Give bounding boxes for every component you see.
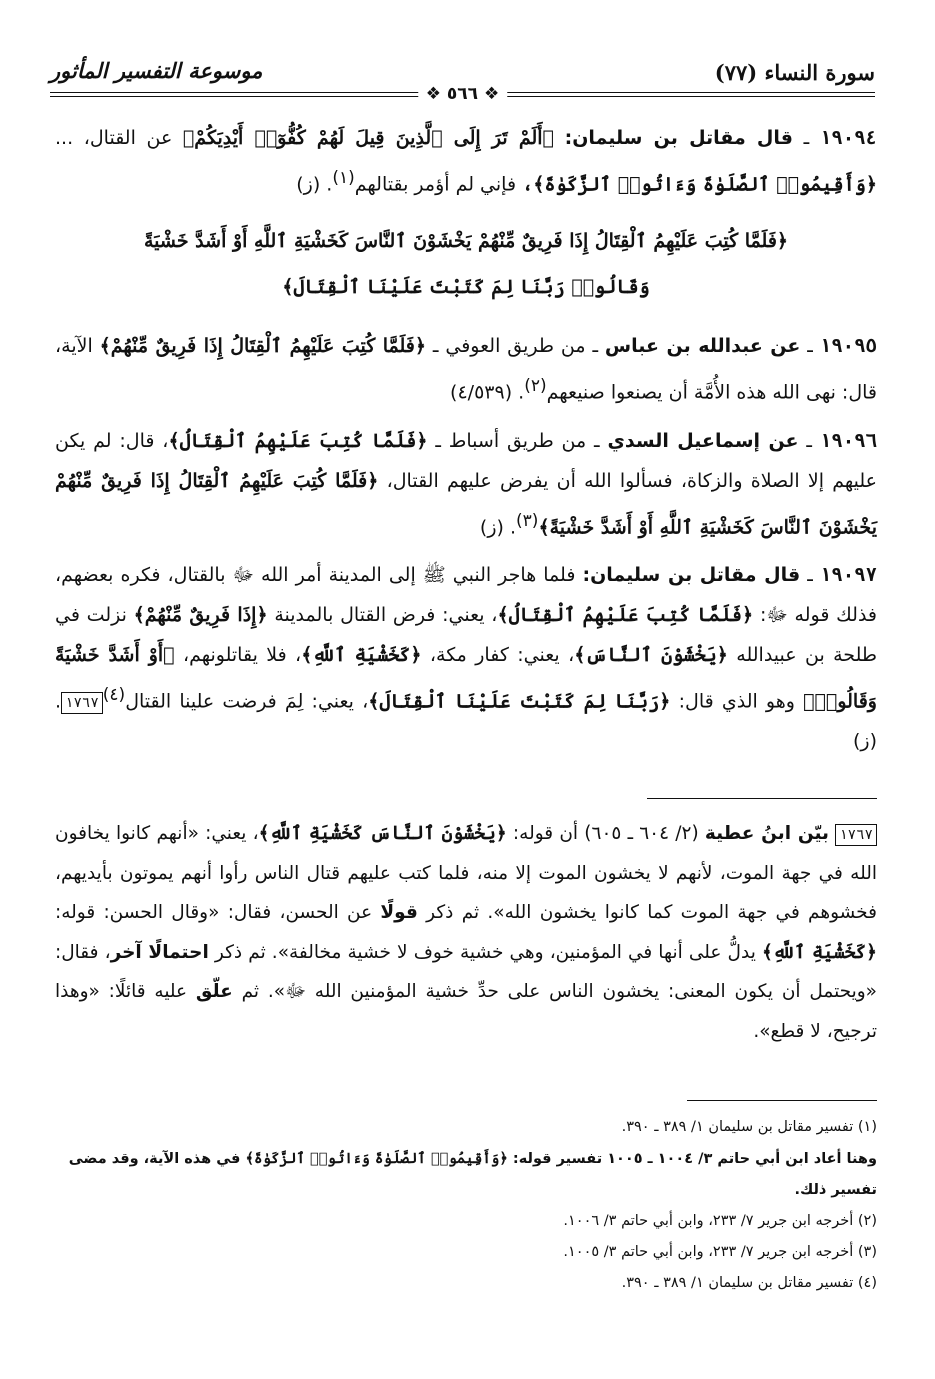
footnote-3: (٣) أخرجه ابن جرير ٧/ ٢٣٣، وابن أبي حاتم ٣/ ١٠٠٥. bbox=[563, 1244, 877, 1260]
entry-text: ـ من طريق العوفي ـ bbox=[432, 335, 599, 358]
entry-19097: ١٩٠٩٧ ـ قال مقاتل بن سليمان: فلما هاجر النبي ﷺ إلى المدينة أمر الله ﷻ بالقتال، فكره بعضهم، فذلك قوله ﷻ: ﴿فَلَمَّا كُتِبَ عَلَيْهِمُ ٱلْقِتَالُ﴾، يعني: فرض القتال بالمدينة ﴿إِذَا فَرِيقٌ مِّنْهُمْ﴾ نزلت في طلحة بن عبيدالله ﴿يَخْشَوْنَ ٱلنَّاسَ﴾، يعني: كفار مكة، ﴿كَخَشْيَةِ ٱللَّهِ﴾، فلا يقاتلونهم، ﴿أَوْ أَشَدَّ خَشْيَةً وَقَالُوا۟﴾ وهو الذي قال: ﴿رَبَّنَا لِمَ كَتَبْتَ عَلَيْنَا ٱلْقِتَالَ﴾، يعني: لِمَ فرضت علينا القتال$^{(٤)}$١٧٦٧. (ز) bbox=[55, 563, 878, 753]
entry-19094 bbox=[55, 118, 877, 204]
entry-text: ، يعني: فرض القتال بالمدينة bbox=[274, 603, 498, 626]
entry-text: عن القتال، ... bbox=[55, 127, 173, 149]
page-number-text: ٥٦٦ bbox=[446, 84, 479, 104]
entry-text: . (٤/٥٣٩) bbox=[450, 381, 525, 404]
entry-text: ، يعني: كفار مكة، bbox=[429, 643, 575, 666]
footnote-ref: (٢) bbox=[524, 376, 547, 397]
entry-19095: ١٩٠٩٥ ـ عن عبدالله بن عباس ـ من طريق العوفي ـ ﴿فَلَمَّا كُتِبَ عَلَيْهِمُ ٱلْقِتَالُ إِذَا فَرِيقٌ مِّنْهُمْ﴾ الآية، قال: نهى الله هذه الأُمَّة أن يصنعوا صنيعهم$^{(٢)}$. (٤/٥٣٩) bbox=[55, 335, 877, 404]
entry-speaker: قال مقاتل بن سليمان: bbox=[564, 127, 793, 149]
verse-line: ﴿فَلَمَّا كُتِبَ عَلَيْهِمُ ٱلْقِتَالُ إِذَا فَرِيقٌ مِّنْهُمْ يَخْشَوْنَ ٱلنَّاسَ كَخَشْيَةِ ٱللَّهِ أَوْ أَشَدَّ خَشْيَةً bbox=[143, 230, 789, 253]
entry-speaker: قال مقاتل بن سليمان: bbox=[582, 563, 801, 586]
quran-quote: ﴿أَلَمْ تَرَ إِلَى ٱلَّذِينَ قِيلَ لَهُمْ كُفُّوٓا۟ أَيْدِيَكُمْ﴾ bbox=[182, 127, 554, 149]
commentary-text: عليه قائلًا: «وهذا ترجيح، لا قطع». bbox=[55, 981, 877, 1042]
entry-text: . (ز) bbox=[479, 515, 517, 538]
entry-text: ، فلا يقاتلونهم، bbox=[182, 643, 302, 666]
quran-quote: ﴿فَلَمَّا كُتِبَ عَلَيْهِمُ ٱلْقِتَالُ إِذَا فَرِيقٌ مِّنْهُمْ يَخْشَوْنَ ٱلنَّاسَ كَخَشْيَةِ ٱللَّهِ أَوْ أَشَدَّ خَشْيَةً﴾ bbox=[55, 469, 877, 538]
footnote-ref: (٤) bbox=[102, 684, 126, 705]
entry-text: فإني لم أؤمر بقتالهم bbox=[354, 173, 517, 196]
entry-text: ـ من طريق أسباط ـ bbox=[435, 429, 600, 452]
commentary-bold: علّق bbox=[195, 981, 233, 1002]
commentary-text: عن الحسن، فقال: «وقال الحسن: قوله: bbox=[55, 902, 373, 923]
entry-text: . (ز) bbox=[55, 690, 877, 753]
entry-number: ١٩٠٩٦ bbox=[819, 429, 878, 452]
quran-quote: ﴿إِذَا فَرِيقٌ مِّنْهُمْ﴾ bbox=[133, 603, 268, 626]
surah-title: سورة النساء (٧٧) bbox=[714, 60, 875, 85]
verse-block bbox=[77, 218, 855, 310]
entry-dash: ـ bbox=[803, 127, 810, 149]
book-title: موسوعة التفسير المأثور bbox=[50, 58, 263, 83]
entry-text: نزلت في طلحة بن عبيدالله bbox=[55, 603, 877, 666]
quran-quote: ﴿كَخَشْيَةِ ٱللَّهِ﴾ bbox=[301, 643, 422, 666]
entry-text: فلما هاجر النبي ﷺ إلى المدينة أمر الله ﷻ بالقتال، فكره بعضهم، فذلك قوله ﷻ: bbox=[55, 563, 878, 626]
commentary-number-box: ١٧٦٧ bbox=[835, 824, 877, 846]
commentary-block bbox=[55, 814, 877, 1051]
entry-19096: ١٩٠٩٦ ـ عن إسماعيل السدي ـ من طريق أسباط ـ ﴿فَلَمَّا كُتِبَ عَلَيْهِمُ ٱلْقِتَالُ﴾، قال: لم يكن عليهم إلا الصلاة والزكاة، فسألوا الله أن يفرض عليهم القتال، ﴿فَلَمَّا كُتِبَ عَلَيْهِمُ ٱلْقِتَالُ إِذَا فَرِيقٌ مِّنْهُمْ يَخْشَوْنَ ٱلنَّاسَ كَخَشْيَةِ ٱللَّهِ أَوْ أَشَدَّ خَشْيَةً﴾$^{(٣)}$. (ز) bbox=[55, 429, 878, 538]
entry-text: . (ز) bbox=[296, 173, 333, 196]
footnote-2: (٢) أخرجه ابن جرير ٧/ ٢٣٣، وابن أبي حاتم ٣/ ١٠٠٦. bbox=[563, 1213, 877, 1229]
quran-quote: ﴿فَلَمَّا كُتِبَ عَلَيْهِمُ ٱلْقِتَالُ إِذَا فَرِيقٌ مِّنْهُمْ﴾ bbox=[99, 335, 427, 358]
page-number bbox=[418, 84, 507, 104]
entry-number: ١٩٠٩٤ bbox=[819, 127, 878, 149]
quran-quote: ﴿وَأَقِيمُوا۟ ٱلصَّلَوٰةَ وَءَاتُوا۟ ٱلزَّكَوٰةَ﴾، bbox=[522, 173, 877, 196]
quran-quote: ﴿يَخْشَوْنَ ٱلنَّاسَ﴾ bbox=[574, 643, 728, 666]
footnote-ref: (٣) bbox=[516, 510, 539, 531]
entry-number: ١٩٠٩٥ bbox=[819, 335, 877, 358]
footnote-note-text: في هذه الآية، وقد مضى تفسير ذلك. bbox=[68, 1151, 877, 1198]
commentary-lead: بيّن ابنُ عطية bbox=[704, 823, 830, 844]
quran-quote: ﴿وَأَقِيمُوا۟ ٱلصَّلَوٰةَ وَءَاتُوا۟ ٱلزَّكَوٰةَ﴾ bbox=[245, 1150, 508, 1167]
commentary-text: (٢/ ٦٠٤ ـ ٦٠٥) أن قوله: bbox=[512, 823, 699, 844]
footnote-4: (٤) تفسير مقاتل بن سليمان ١/ ٣٨٩ ـ ٣٩٠. bbox=[621, 1275, 877, 1291]
footnote-separator bbox=[687, 1100, 877, 1101]
main-text bbox=[55, 118, 877, 769]
footnote-note bbox=[55, 1143, 877, 1206]
ornament-icon: ❖ bbox=[478, 84, 500, 104]
entry-speaker: عن إسماعيل السدي bbox=[607, 429, 799, 452]
entry-text: ، يعني: لِمَ فرضت علينا القتال bbox=[125, 690, 369, 713]
entry-text: الآية، قال: نهى الله هذه الأُمَّة أن يصنعوا صنيعهم bbox=[55, 335, 877, 404]
quran-quote: ﴿فَلَمَّا كُتِبَ عَلَيْهِمُ ٱلْقِتَالُ﴾ bbox=[497, 603, 754, 626]
commentary-text: يدلُّ على أنها في المؤمنين، وهي خشية خوف لا خشية مخالفة». ثم ذكر bbox=[214, 941, 756, 963]
footnote-1: (١) تفسير مقاتل بن سليمان ١/ ٣٨٩ ـ ٣٩٠. bbox=[621, 1119, 877, 1135]
footnote-note-text: وهنا أعاد ابن أبي حاتم ٣/ ١٠٠٤ ـ ١٠٠٥ تفسير قوله: bbox=[512, 1151, 877, 1167]
entry-text: ، قال: لم يكن عليهم إلا الصلاة والزكاة، فسألوا الله أن يفرض عليهم القتال، bbox=[55, 429, 877, 492]
page-header bbox=[50, 52, 875, 104]
quran-quote: ﴿يَخْشَوْنَ ٱلنَّاسَ كَخَشْيَةِ ٱللَّهِ﴾ bbox=[258, 823, 507, 844]
quran-quote: ﴿رَبَّنَا لِمَ كَتَبْتَ عَلَيْنَا ٱلْقِتَالَ﴾ bbox=[368, 690, 671, 713]
quran-quote: ﴿فَلَمَّا كُتِبَ عَلَيْهِمُ ٱلْقِتَالُ﴾ bbox=[168, 429, 428, 452]
commentary-text: ، فقال: «ويحتمل أن يكون المعنى: يخشون الناس على حدِّ خشية المؤمنين الله ﷻ». ثم bbox=[55, 941, 877, 1002]
quran-quote: ﴿كَخَشْيَةِ ٱللَّهِ﴾ bbox=[761, 941, 878, 963]
footnotes bbox=[55, 1112, 877, 1299]
entry-text: وهو الذي قال: bbox=[678, 690, 795, 713]
quran-quote: ﴿أَوْ أَشَدَّ خَشْيَةً وَقَالُوا۟﴾ bbox=[55, 643, 877, 713]
entry-speaker: عن عبدالله بن عباس bbox=[604, 335, 801, 358]
commentary-text: ، يعني: «أنهم كانوا يخافون الله في جهة الموت، لأنهم لا يخشون الموت إلا منه، فلما كتب عليهم قتال الناس رأوا أنهم يموتون بأيديهم، فخشوهم في جهة الموت كما كانوا يخشون الله». ثم ذكر bbox=[55, 823, 877, 923]
commentary-separator bbox=[647, 798, 877, 799]
entry-number: ١٩٠٩٧ bbox=[819, 563, 878, 586]
verse-line: وَقَالُوا۟ رَبَّنَا لِمَ كَتَبْتَ عَلَيْنَا ٱلْقِتَالَ﴾ bbox=[282, 276, 650, 299]
footnote-ref: (١) bbox=[332, 168, 355, 188]
commentary-bold: احتمالًا آخر bbox=[110, 941, 209, 963]
commentary-bold: قولًا bbox=[380, 902, 418, 923]
ornament-icon: ❖ bbox=[425, 84, 447, 104]
commentary-ref-box: ١٧٦٧ bbox=[61, 692, 103, 714]
